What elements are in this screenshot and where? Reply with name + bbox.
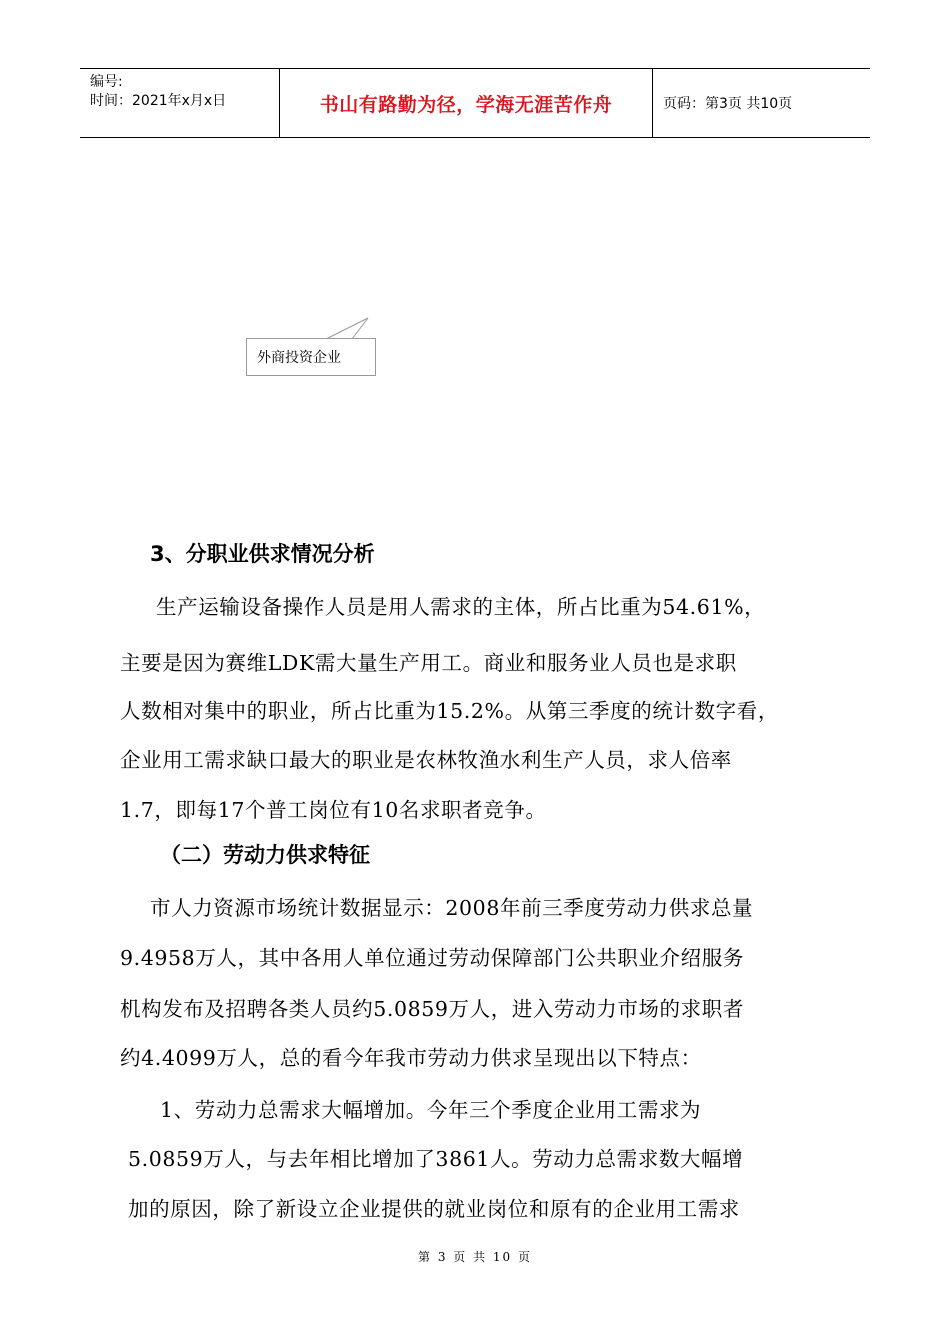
paragraph-line: 主要是因为赛维LDK需大量生产用工。商业和服务业人员也是求职 — [120, 651, 737, 675]
paragraph-line: 5.0859万人，与去年相比增加了3861人。劳动力总需求数大幅增 — [128, 1147, 744, 1171]
page-footer: 第 3 页 共 10 页 — [418, 1250, 532, 1264]
subsection-title: （二）劳动力供求特征 — [160, 843, 370, 867]
paragraph-line: 企业用工需求缺口最大的职业是农林牧渔水利生产人员，求人倍率 — [120, 748, 732, 772]
section-title: 3、分职业供求情况分析 — [150, 542, 375, 566]
paragraph-line: 9.4958万人，其中各用人单位通过劳动保障部门公共职业介绍服务 — [120, 946, 744, 970]
paragraph-line: 约4.4099万人，总的看今年我市劳动力供求呈现出以下特点： — [120, 1046, 702, 1070]
time-label: 时间：2021年x月x日 — [90, 93, 227, 109]
paragraph-line: 1.7，即每17个普工岗位有10名求职者竞争。 — [120, 798, 547, 822]
paragraph-line: 1、劳动力总需求大幅增加。今年三个季度企业用工需求为 — [160, 1098, 702, 1122]
paragraph-line: 机构发布及招聘各类人员约5.0859万人，进入劳动力市场的求职者 — [120, 997, 744, 1021]
header-motto: 书山有路勤为径，学海无涯苦作舟 — [280, 69, 653, 137]
paragraph-line: 市人力资源市场统计数据显示：2008年前三季度劳动力供求总量 — [150, 896, 754, 920]
callout-text: 外商投资企业 — [257, 350, 341, 366]
paragraph-line: 加的原因，除了新设立企业提供的就业岗位和原有的企业用工需求 — [128, 1197, 740, 1221]
callout-tail-shape — [0, 0, 950, 400]
header-page-info: 页码：第3页 共10页 — [663, 96, 793, 112]
paragraph-line: 生产运输设备操作人员是用人需求的主体，所占比重为54.61%， — [156, 595, 766, 619]
number-label: 编号: — [90, 74, 123, 90]
paragraph-line: 人数相对集中的职业，所占比重为15.2%。从第三季度的统计数字看， — [120, 699, 779, 723]
callout-box — [246, 338, 376, 376]
